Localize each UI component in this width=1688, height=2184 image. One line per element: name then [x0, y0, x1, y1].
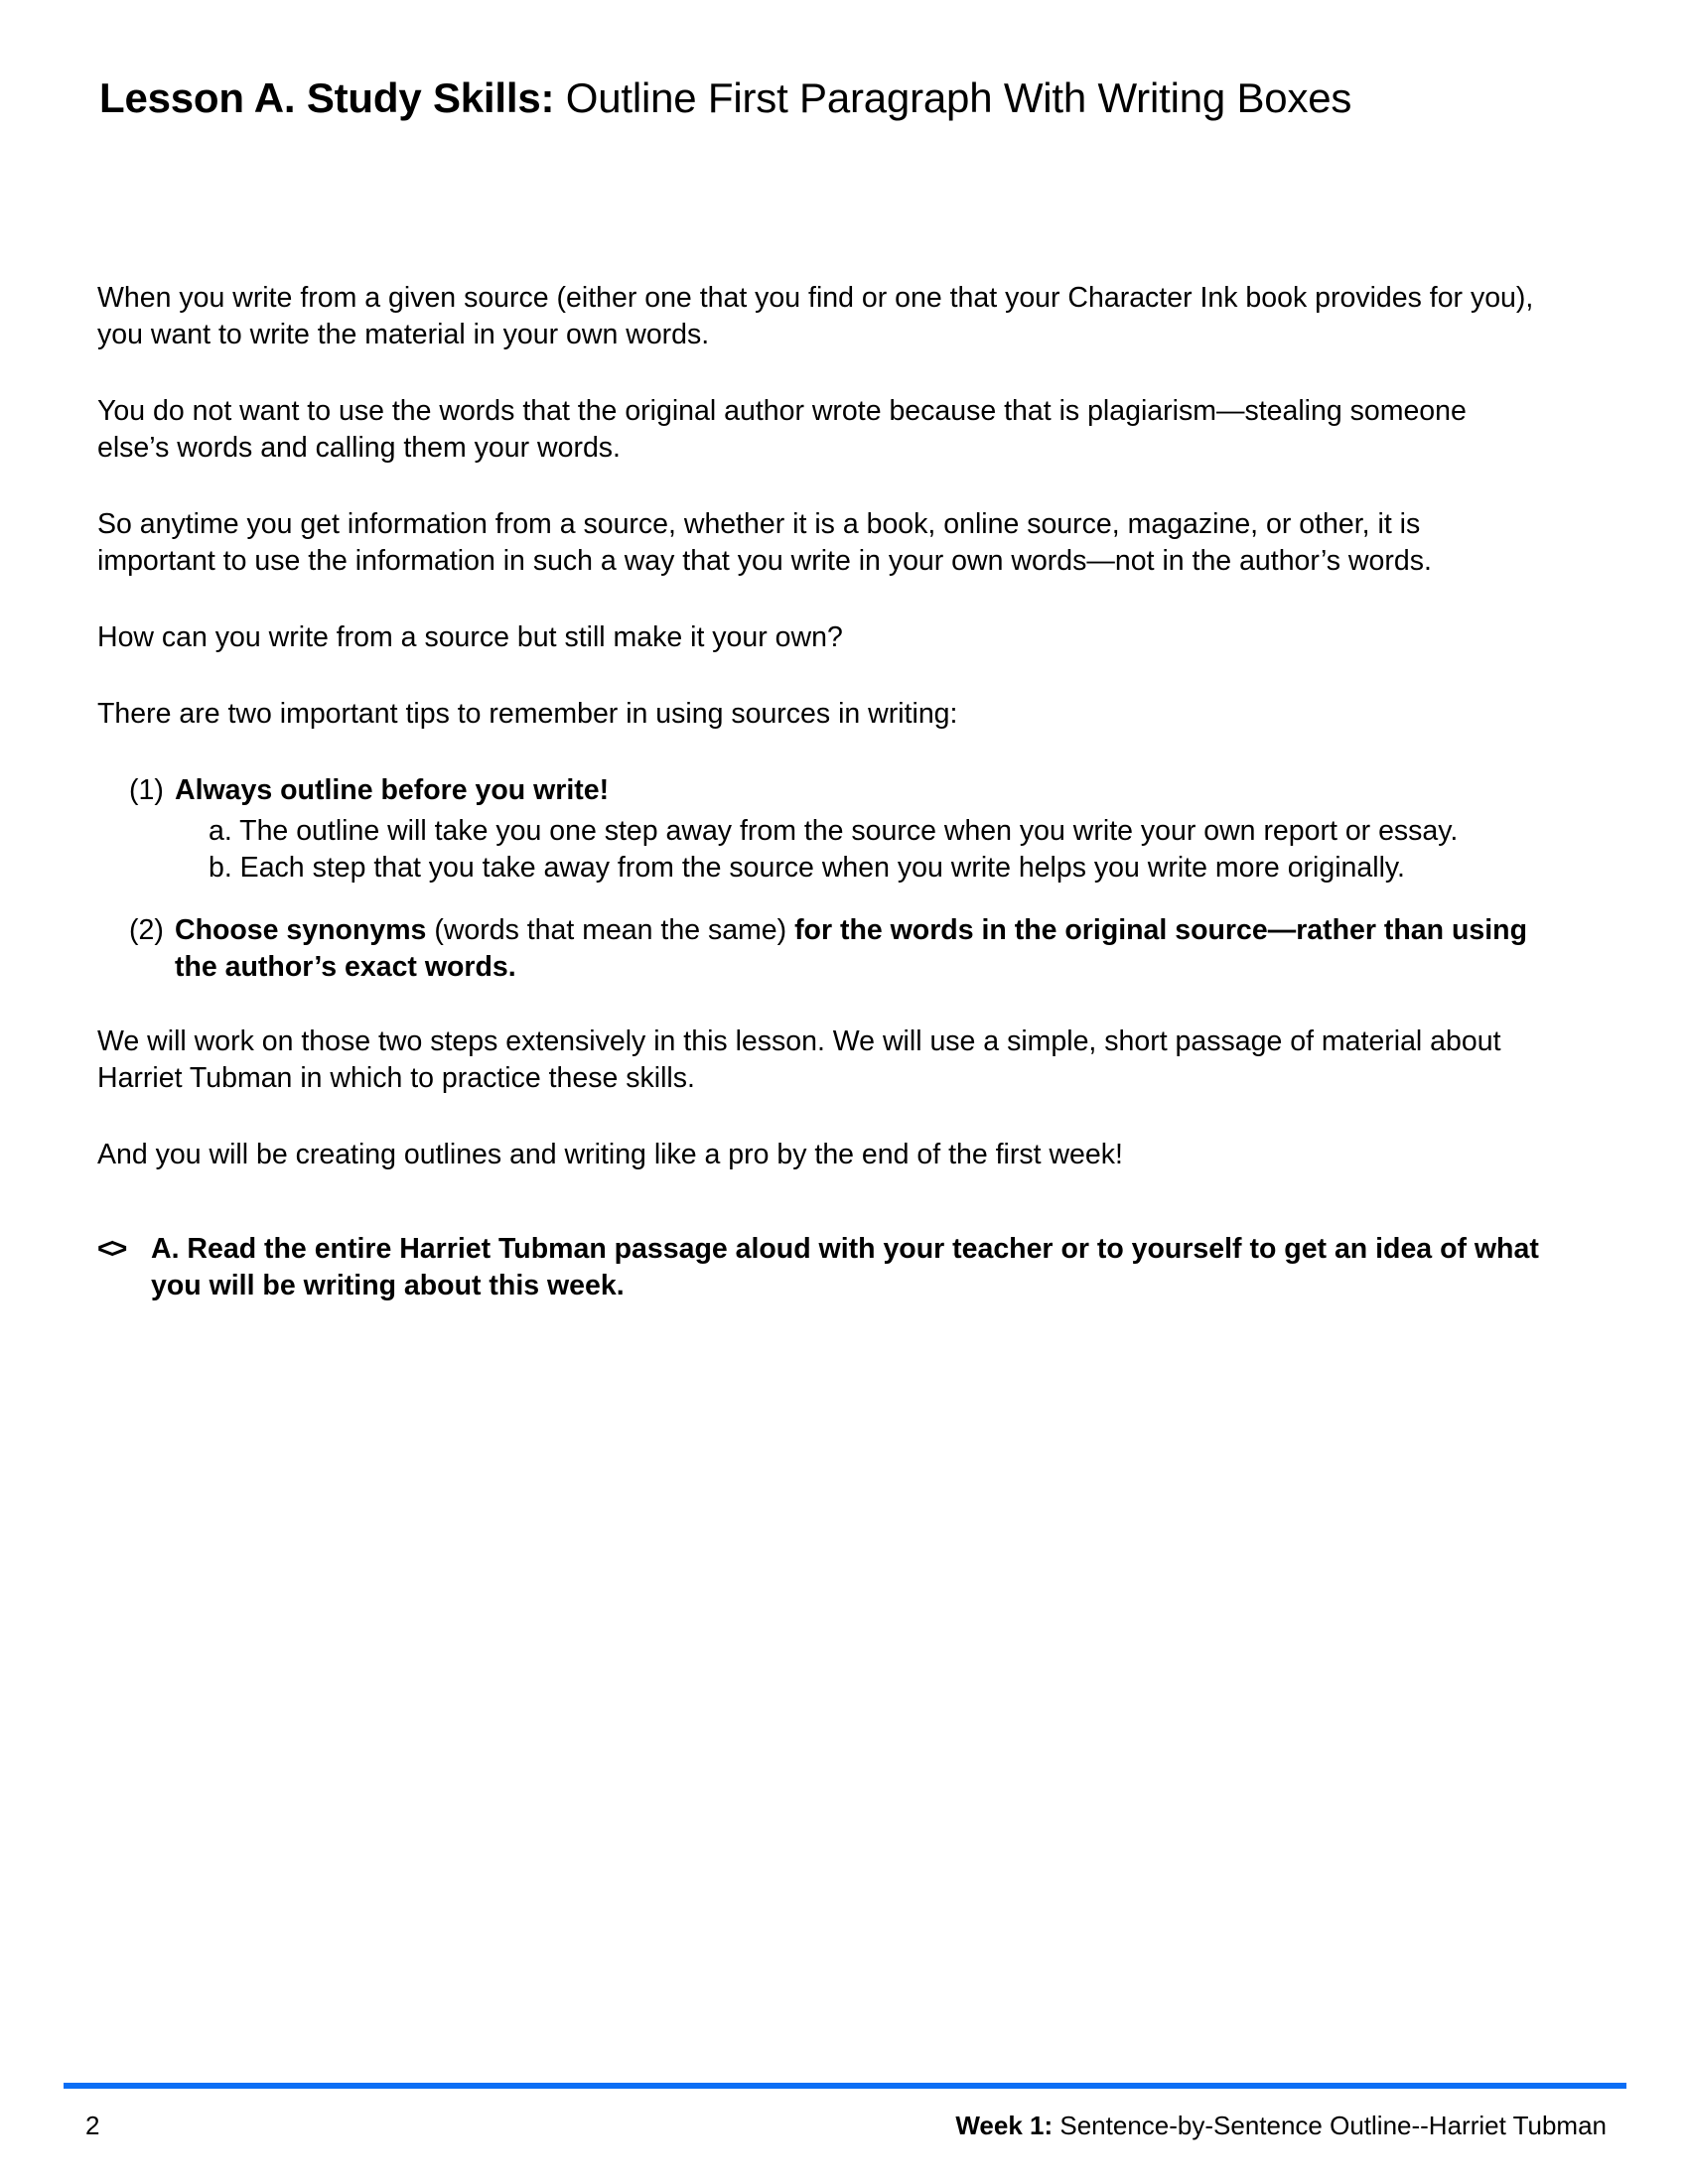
tip-1-marker: (1) [129, 774, 164, 806]
title-subject: Outline First Paragraph With Writing Boxes [554, 74, 1352, 121]
lesson-body [97, 280, 1539, 1304]
tip-2-bold-lead: Choose synonyms [175, 914, 427, 946]
tip-1-subitem-b: b. Each step that you take away from the source when you write helps you write more originally. [209, 852, 1405, 884]
tip-2-marker: (2) [129, 914, 164, 946]
tip-2-text [175, 912, 1539, 986]
tips-list [97, 772, 1539, 986]
footer-page-number: 2 [85, 2111, 100, 2140]
tip-2-parenthetical: (words that mean the same) [426, 914, 795, 946]
page-title [99, 71, 1529, 125]
paragraph-source-intro: When you write from a given source (either one that you find or one that your Character Ink book provides for you), you want to write the material in your own words. [97, 282, 1534, 350]
list-spacer [97, 887, 1539, 912]
tip-item-1 [97, 772, 1539, 809]
paragraph-tips-lead: There are two important tips to remember in using sources in writing: [97, 698, 958, 730]
task-item-a-text: A. Read the entire Harriet Tubman passage aloud with your teacher or to yourself to get an idea of what you will be writing about this week. [151, 1233, 1539, 1301]
footer-divider [64, 2083, 1626, 2089]
footer-week-label [955, 2109, 1626, 2142]
footer-week-bold: Week 1: [955, 2111, 1054, 2140]
footer-week-rest: Sentence-by-Sentence Outline--Harriet Tubman [1053, 2111, 1607, 2140]
tip-item-2 [97, 912, 1539, 986]
diamond-bullet-icon: <> [97, 1233, 125, 1265]
task-item-a [97, 1231, 1539, 1304]
title-line [99, 71, 1529, 125]
paragraph-plagiarism: You do not want to use the words that the original author wrote because that is plagiarism—stealing someone else’s words and calling them your words. [97, 395, 1467, 464]
paragraph-lesson-plan: We will work on those two steps extensively in this lesson. We will use a simple, short passage of material about Harriet Tubman in which to practice these skills. [97, 1025, 1501, 1094]
paragraph-question: How can you write from a source but still make it your own? [97, 621, 843, 653]
tip-2-bold-tail: for the words in the original source—rather than using the author’s exact words. [175, 914, 1527, 983]
tip-1-subitem-a: a. The outline will take you one step away from the source when you write your own report or essay. [209, 815, 1459, 847]
paragraph-encouragement: And you will be creating outlines and writing like a pro by the end of the first week! [97, 1139, 1123, 1170]
tip-1-text [175, 772, 1539, 809]
paragraph-own-words: So anytime you get information from a source, whether it is a book, online source, magazine, or other, it is important to use the information in such a way that you write in your own words—not in the author’s words. [97, 508, 1432, 577]
title-lesson-label: Lesson A. Study Skills: [99, 74, 555, 121]
tip-1-bold: Always outline before you write! [175, 774, 610, 806]
page-footer [64, 2109, 1626, 2142]
